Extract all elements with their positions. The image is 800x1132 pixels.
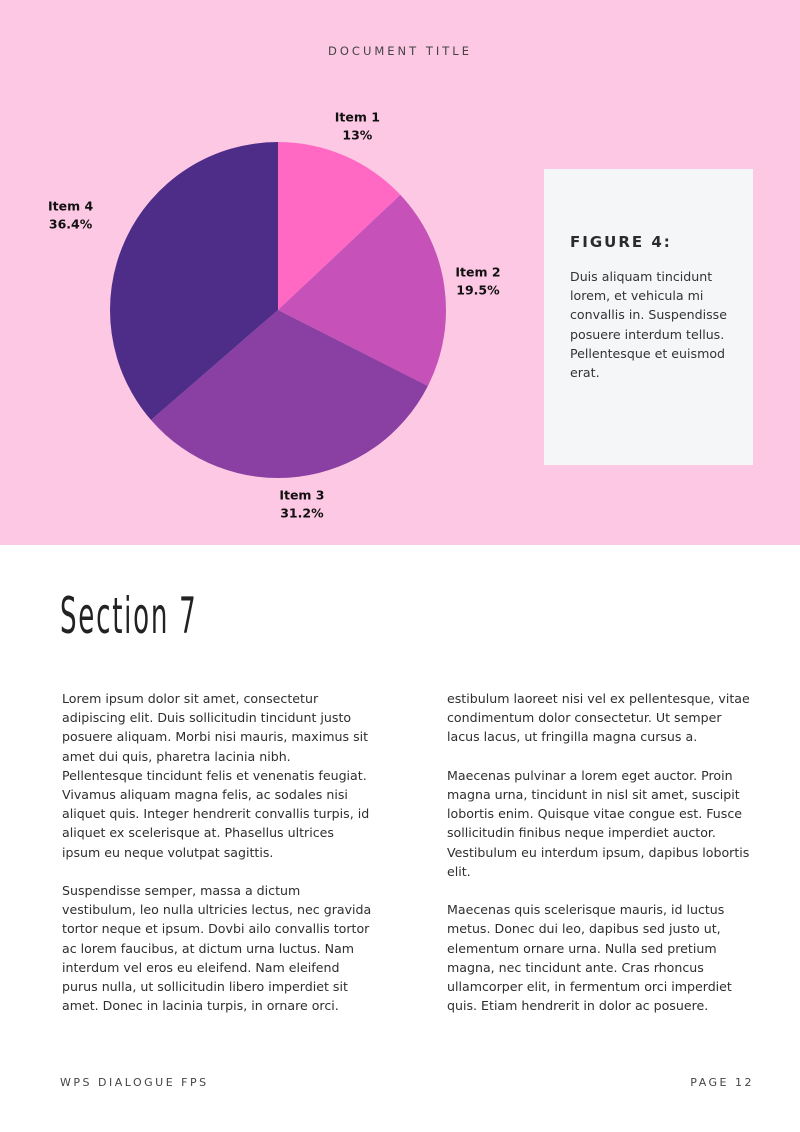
pie-label-3: Item 3 (279, 487, 325, 503)
pie-label-1: Item 1 (334, 109, 380, 125)
section-heading: Section 7 (60, 587, 198, 645)
figure-caption: Duis aliquam tincidunt lorem, et vehicula mi convallis in. Suspendisse posuere interdum tellus. Pellentesque et euismod erat. (570, 269, 727, 381)
pie-value-label-4: 36.4% (48, 216, 93, 232)
pie-label-2: Item 2 (455, 264, 501, 280)
figure-title: FIGURE 4: (570, 233, 672, 251)
pie-chart (0, 0, 540, 545)
body-column-right (447, 689, 757, 1035)
pie-value-label-3: 31.2% (280, 505, 324, 521)
figure-caption-box (544, 169, 753, 465)
pie-value-label-2: 19.5% (456, 282, 500, 298)
body-column-left (62, 689, 374, 1035)
paragraph: estibulum laoreet nisi vel ex pellentesque, vitae condimentum dolor consectetur. Ut semper lacus lacus, ut fringilla magna cursus a. (447, 691, 750, 745)
paragraph: Maecenas pulvinar a lorem eget auctor. Proin magna urna, tincidunt in nisl sit amet, suscipit lobortis enim. Quisque vitae congue est. Fusce sollicitudin finibus neque imperdiet auctor. Vestibulum eu interdum ipsum, dapibus lobortis elit. (447, 767, 750, 879)
paragraph: Suspendisse semper, massa a dictum vestibulum, leo nulla ultricies lectus, nec gravida tortor neque et ipsum. Dovbi ailo convallis tortor ac lorem faucibus, at dictum urna luctus. Nam interdum vel eros eu eleifend. Nam eleifend purus nulla, ut sollicitudin libero imperdiet sit amet. Donec in lacinia turpis, in ornare orci. (62, 883, 372, 1014)
document-title: DOCUMENT TITLE (328, 44, 472, 58)
pie-value-label-1: 13% (342, 127, 373, 143)
footer-left: WPS DIALOGUE FPS (60, 1076, 209, 1089)
pie-label-4: Item 4 (48, 198, 94, 214)
page-number: PAGE 12 (690, 1076, 754, 1089)
paragraph: Lorem ipsum dolor sit amet, consectetur adipiscing elit. Duis sollicitudin tincidunt justo posuere aliquam. Morbi nisi mauris, maximus sit amet dui quis, pharetra lacinia nibh. Pellentesque tincidunt felis et venenatis feugiat. Vivamus aliquam magna felis, ac sodales nisi aliquet quis. Integer hendrerit convallis turpis, id aliquet ex scelerisque at. Phasellus ultrices ipsum eu neque volutpat sagittis. (62, 691, 370, 860)
paragraph: Maecenas quis scelerisque mauris, id luctus metus. Donec dui leo, dapibus sed justo ut, elementum ornare urna. Nulla sed pretium magna, nec tincidunt ante. Cras rhoncus ullamcorper elit, in fermentum orci imperdiet quis. Etiam hendrerit in dolor ac posuere. (447, 902, 732, 1014)
